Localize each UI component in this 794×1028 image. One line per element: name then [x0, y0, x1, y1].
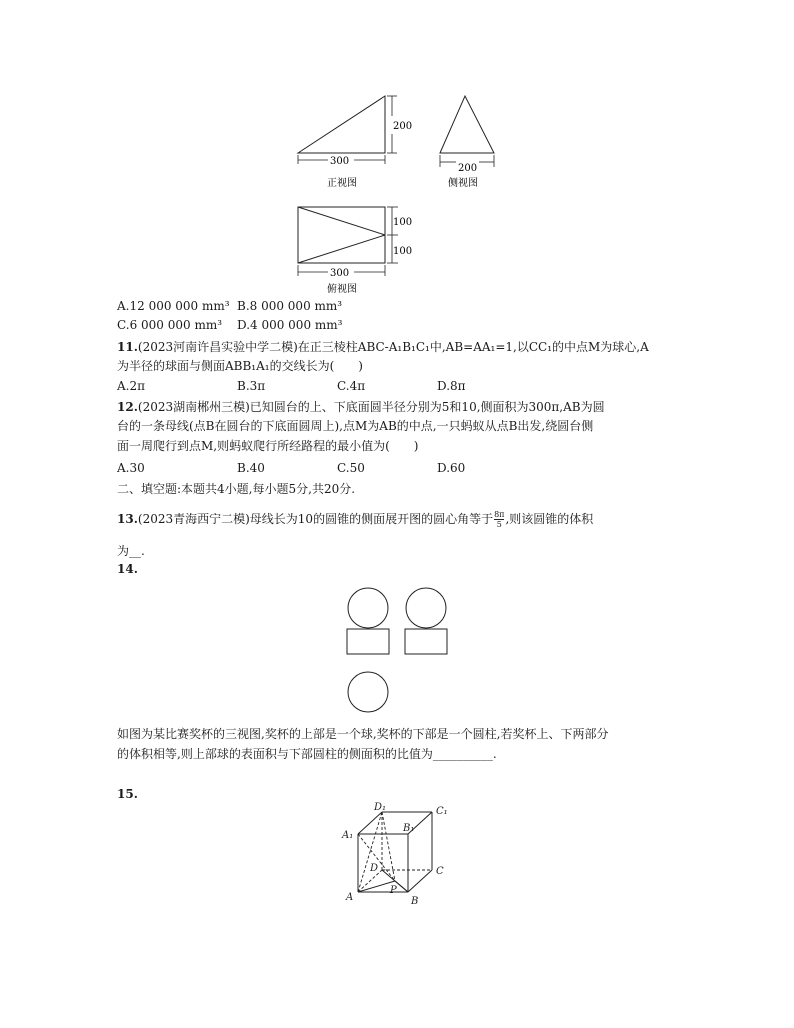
vertex-label-c1: C₁ — [436, 806, 448, 817]
trophy-top-view — [348, 672, 388, 712]
q12-line2: 台的一条母线(点B在圆台的下底面圆周上),点M为AB的中点,一只蚂蚁从点B出发,绕圆台侧 — [117, 419, 594, 433]
trophy-front-view — [347, 588, 389, 654]
q13-line2: 为__. — [117, 544, 145, 558]
q11-number: 11. — [117, 340, 138, 354]
section-2-heading: 二、填空题:本题共4小题,每小题5分,共20分. — [117, 482, 356, 496]
three-view-figure-q10 — [290, 90, 520, 300]
q14-line2: 的体积相等,则上部球的表面积与下部圆柱的侧面积的比值为__________. — [117, 747, 497, 761]
trophy-three-views-figure — [340, 582, 455, 717]
top-view — [298, 207, 412, 295]
question-13 — [117, 509, 593, 529]
q14-line1: 如图为某比赛奖杯的三视图,奖杯的上部是一个球,奖杯的下部是一个圆柱,若奖杯上、下两部分 — [117, 727, 609, 741]
q13-frac-numerator: 8π — [494, 510, 505, 519]
q11-line1: (2023河南许昌实验中学二模)在正三棱柱ABC-A₁B₁C₁中,AB=AA₁=1,以CC₁的中点M为球心,A — [137, 340, 649, 354]
q11-option-c: C.4π — [337, 379, 366, 393]
q11-line2: 为半径的球面与侧面ABB₁A₁的交线长为( ) — [117, 359, 363, 373]
question-11 — [117, 339, 649, 356]
top-lower-label: 100 — [393, 246, 413, 257]
cube-edges — [358, 812, 432, 892]
side-width-label: 200 — [458, 163, 478, 174]
q12-option-c: C.50 — [337, 461, 365, 475]
vertex-label-a1: A₁ — [342, 830, 354, 841]
q10-option-b: B.8 000 000 mm³ — [237, 299, 343, 313]
top-upper-label: 100 — [393, 217, 413, 228]
q10-option-c: C.6 000 000 mm³ — [117, 318, 223, 332]
q11-option-b: B.3π — [237, 379, 266, 393]
side-view — [440, 96, 494, 189]
cube-solid-diagonals — [358, 870, 408, 892]
vertex-label-b: B — [411, 896, 419, 907]
point-label-p: P — [390, 885, 397, 896]
q13-line1: (2023青海西宁二模)母线长为10的圆锥的侧面展开图的圆心角等于 — [137, 512, 494, 526]
question-12 — [117, 399, 605, 416]
q13-frac-denominator: 5 — [496, 520, 502, 529]
q12-line3: 面一周爬行到点M,则蚂蚁爬行所经路程的最小值为( ) — [117, 439, 419, 453]
q14-number: 14. — [117, 562, 138, 576]
top-view-caption: 俯视图 — [327, 284, 357, 295]
vertex-label-c: C — [436, 866, 444, 877]
q10-option-a: A.12 000 000 mm³ — [117, 299, 230, 313]
vertex-label-a: A — [346, 892, 354, 903]
q13-number: 13. — [117, 512, 138, 526]
side-view-caption: 侧视图 — [448, 178, 478, 189]
q11-option-d: D.8π — [437, 379, 466, 393]
vertex-label-d1: D₁ — [374, 802, 387, 813]
q13-fraction — [494, 510, 504, 529]
cube-figure-q15 — [340, 800, 460, 912]
front-view-caption: 正视图 — [327, 178, 357, 189]
front-width-label: 300 — [330, 156, 350, 167]
q11-option-a: A.2π — [117, 379, 146, 393]
q12-option-b: B.40 — [237, 461, 265, 475]
q12-option-a: A.30 — [117, 461, 145, 475]
q12-line1: (2023湖南郴州三模)已知圆台的上、下底面圆半径分别为5和10,侧面积为300π,AB为圆 — [137, 400, 605, 414]
front-view — [298, 96, 412, 189]
q10-option-d: D.4 000 000 mm³ — [237, 318, 343, 332]
front-height-label: 200 — [393, 121, 413, 132]
trophy-side-view — [405, 588, 447, 654]
vertex-label-b1: B₁ — [403, 823, 415, 834]
vertex-label-d: D — [370, 863, 379, 874]
q13-line1-tail: ,则该圆锥的体积 — [505, 512, 594, 526]
q12-option-d: D.60 — [437, 461, 466, 475]
top-width-label: 300 — [330, 268, 350, 279]
q12-number: 12. — [117, 400, 138, 414]
q15-number: 15. — [117, 787, 138, 801]
